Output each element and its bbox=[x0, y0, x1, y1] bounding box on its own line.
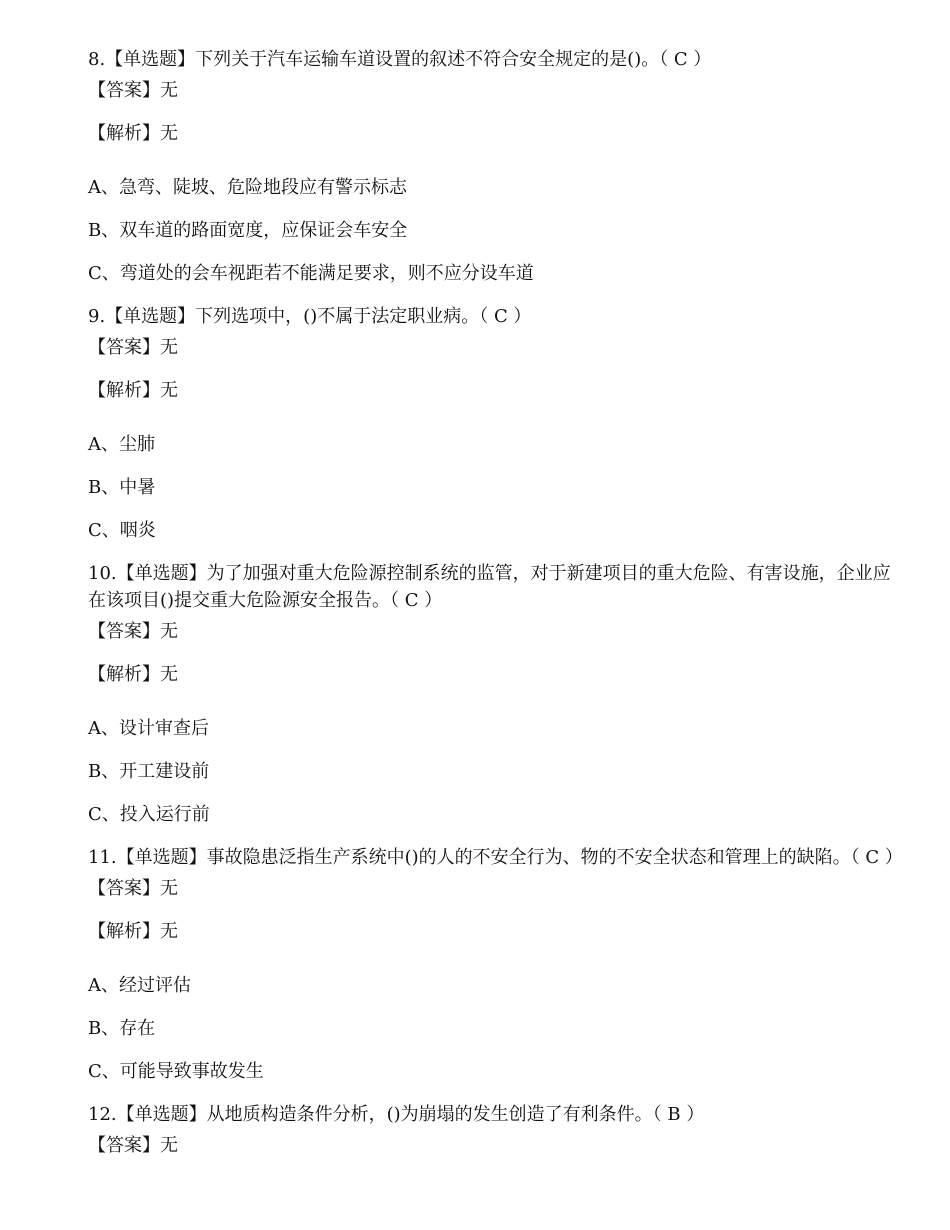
analysis-line: 【解析】无 bbox=[88, 664, 178, 685]
option-a: A、尘肺 bbox=[88, 434, 155, 455]
question-9 bbox=[88, 303, 898, 544]
answer-line: 【答案】无 bbox=[88, 80, 178, 101]
option-b: B、开工建设前 bbox=[88, 761, 210, 782]
question-title: 11.【单选题】事故隐患泛指生产系统中()的人的不安全行为、物的不安全状态和管理上的缺陷。（ C ） bbox=[88, 847, 903, 868]
answer-line: 【答案】无 bbox=[88, 878, 178, 899]
question-8 bbox=[88, 46, 898, 287]
option-a: A、急弯、陡坡、危险地段应有警示标志 bbox=[88, 177, 407, 198]
question-title: 10.【单选题】为了加强对重大危险源控制系统的监管，对于新建项目的重大危险、有害设施，企业应在该项目()提交重大危险源安全报告。（ C ） bbox=[88, 563, 891, 611]
analysis-line: 【解析】无 bbox=[88, 380, 178, 401]
option-c: C、可能导致事故发生 bbox=[88, 1061, 264, 1082]
answer-line: 【答案】无 bbox=[88, 1135, 178, 1156]
option-b: B、双车道的路面宽度，应保证会车安全 bbox=[88, 220, 408, 241]
question-12 bbox=[88, 1101, 898, 1159]
question-11 bbox=[88, 844, 903, 1085]
option-b: B、存在 bbox=[88, 1018, 156, 1039]
answer-line: 【答案】无 bbox=[88, 337, 178, 358]
option-c: C、咽炎 bbox=[88, 520, 156, 541]
analysis-line: 【解析】无 bbox=[88, 921, 178, 942]
document-page bbox=[88, 46, 903, 1175]
option-c: C、投入运行前 bbox=[88, 804, 210, 825]
question-title: 12.【单选题】从地质构造条件分析，()为崩塌的发生创造了有利条件。（ B ） bbox=[88, 1104, 705, 1125]
option-a: A、经过评估 bbox=[88, 975, 191, 996]
answer-line: 【答案】无 bbox=[88, 621, 178, 642]
option-b: B、中暑 bbox=[88, 477, 156, 498]
option-a: A、设计审查后 bbox=[88, 718, 209, 739]
question-title: 8.【单选题】下列关于汽车运输车道设置的叙述不符合安全规定的是()。（ C ） bbox=[88, 49, 712, 70]
option-c: C、弯道处的会车视距若不能满足要求，则不应分设车道 bbox=[88, 263, 534, 284]
analysis-line: 【解析】无 bbox=[88, 123, 178, 144]
question-10 bbox=[88, 560, 898, 828]
question-title: 9.【单选题】下列选项中，()不属于法定职业病。（ C ） bbox=[88, 306, 532, 327]
